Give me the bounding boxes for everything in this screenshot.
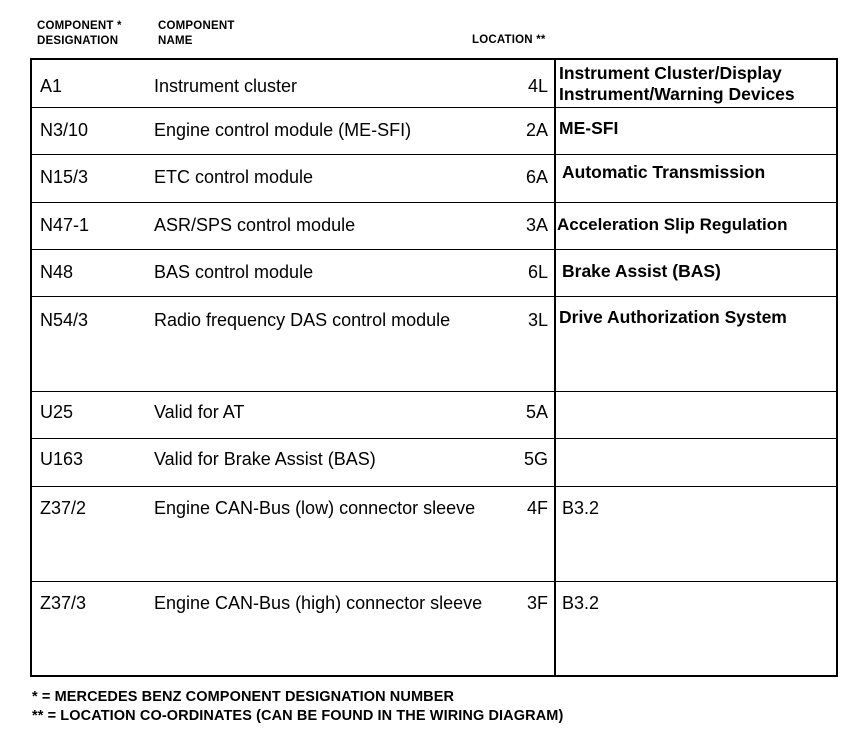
table-row	[32, 392, 836, 439]
name-cell: Valid for Brake Assist (BAS)	[154, 449, 376, 469]
name-cell: ETC control module	[154, 167, 314, 187]
designation-cell: Z37/3	[40, 593, 87, 613]
location-cell: 2A	[525, 120, 548, 140]
name-cell: Valid for AT	[154, 402, 245, 422]
table-row	[32, 297, 836, 392]
column-divider	[554, 439, 556, 486]
system-cell: B3.2	[562, 498, 600, 518]
name-cell: BAS control module	[154, 262, 314, 282]
name-cell: ASR/SPS control module	[154, 215, 356, 235]
system-cell: Automatic Transmission	[562, 162, 766, 182]
system-cell: Instrument Cluster/Display Instrument/Warning Devices	[559, 63, 795, 104]
name-cell: Engine CAN-Bus (low) connector sleeve	[154, 498, 476, 518]
footnote-designation: * = MERCEDES BENZ COMPONENT DESIGNATION NUMBER	[32, 689, 455, 705]
table-row	[32, 108, 836, 155]
designation-cell: U163	[40, 449, 84, 469]
component-table	[30, 58, 838, 677]
system-cell: Acceleration Slip Regulation	[557, 215, 788, 234]
column-divider	[554, 392, 556, 438]
location-cell: 3F	[526, 593, 548, 613]
name-cell: Radio frequency DAS control module	[154, 310, 451, 330]
location-cell: 3L	[527, 310, 548, 330]
name-cell: Instrument cluster	[154, 76, 298, 96]
designation-cell: A1	[40, 76, 63, 96]
designation-cell: N15/3	[40, 167, 89, 187]
system-cell: Drive Authorization System	[559, 307, 787, 327]
designation-cell: N47-1	[40, 215, 90, 235]
name-cell: Engine control module (ME-SFI)	[154, 120, 412, 140]
column-divider	[554, 250, 556, 296]
designation-cell: Z37/2	[40, 498, 87, 518]
designation-cell: U25	[40, 402, 74, 422]
location-cell: 4F	[526, 498, 548, 518]
footnotes	[32, 688, 563, 726]
table-row	[32, 487, 836, 582]
location-cell: 6L	[527, 262, 548, 282]
column-divider	[554, 203, 556, 249]
table-row	[32, 250, 836, 297]
system-cell: B3.2	[562, 593, 600, 613]
location-cell: 6A	[525, 167, 548, 187]
table-row	[32, 203, 836, 250]
footnote-location: ** = LOCATION CO-ORDINATES (CAN BE FOUND IN THE WIRING DIAGRAM)	[32, 708, 564, 724]
column-divider	[554, 297, 556, 391]
table-row	[32, 155, 836, 203]
column-divider	[554, 582, 556, 675]
system-cell: ME-SFI	[559, 118, 619, 138]
header-location: LOCATION **	[472, 34, 546, 46]
column-divider	[554, 108, 556, 154]
location-cell: 4L	[527, 76, 548, 96]
header-component-designation: COMPONENT * DESIGNATION	[37, 20, 122, 47]
column-divider	[554, 487, 556, 581]
table-row	[32, 60, 836, 108]
location-cell: 3A	[525, 215, 548, 235]
designation-cell: N48	[40, 262, 74, 282]
system-cell: Brake Assist (BAS)	[562, 261, 721, 281]
location-cell: 5G	[523, 449, 548, 469]
designation-cell: N54/3	[40, 310, 89, 330]
designation-cell: N3/10	[40, 120, 89, 140]
column-divider	[554, 60, 556, 107]
header-component-name: COMPONENT NAME	[158, 20, 235, 47]
column-divider	[554, 155, 556, 202]
table-row	[32, 582, 836, 675]
table-row	[32, 439, 836, 487]
name-cell: Engine CAN-Bus (high) connector sleeve	[154, 593, 483, 613]
location-cell: 5A	[525, 402, 548, 422]
